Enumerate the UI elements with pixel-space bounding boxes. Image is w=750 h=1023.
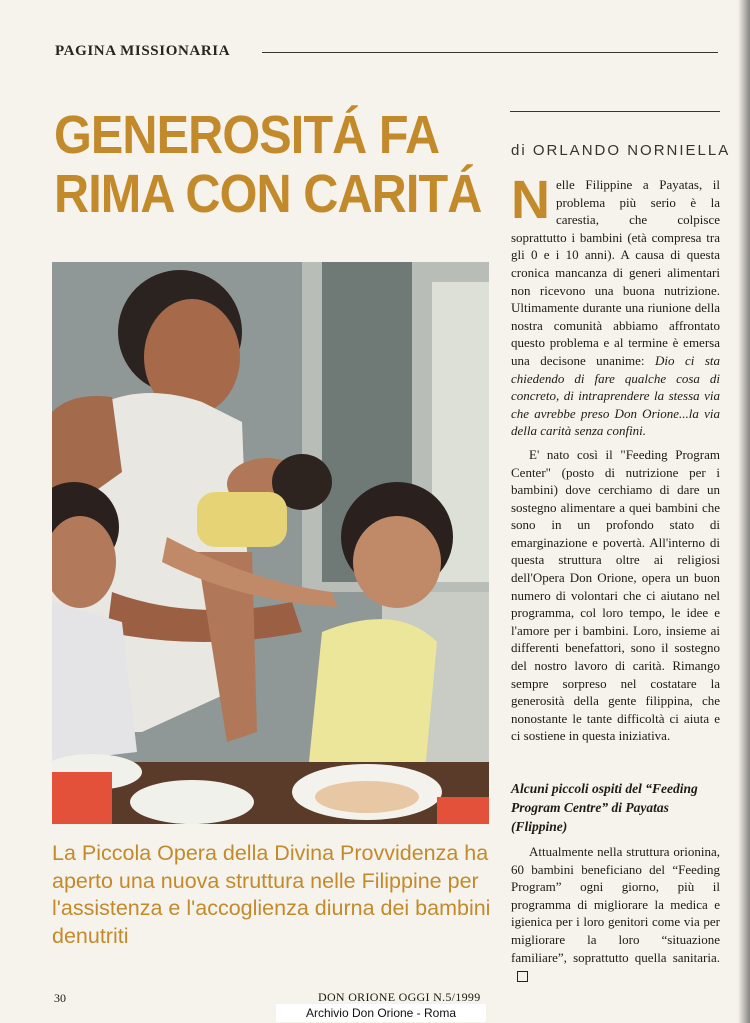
end-mark-icon bbox=[517, 971, 528, 982]
article-subhead: La Piccola Opera della Divina Provvidenza ha aperto una nuova struttura nelle Filippine per l'assistenza e l'accoglienza diurna dei bambini denutriti bbox=[52, 841, 491, 948]
photo-illustration bbox=[52, 262, 489, 824]
article-photo bbox=[52, 262, 489, 824]
article-headline bbox=[54, 105, 482, 224]
paragraph-1-text: elle Filippine a Payatas, il problema più serio è la carestia, che colpisce soprattutto i bambini (età compresa tra gli 0 e i 10 anni). A causa di questa cronica mancanza di generi alimentari non ricevono una buona nutrizione. Ultimamente durante una riunione della nostra comunità abbiamo affrontato questo problema e al termine è emersa una decisone unanime: bbox=[511, 177, 720, 368]
archive-stamp: Archivio Don Orione - Roma bbox=[276, 1004, 486, 1022]
journal-name: DON ORIONE OGGI N.5/1999 bbox=[318, 990, 481, 1004]
section-rule bbox=[262, 52, 718, 53]
section-label: PAGINA MISSIONARIA bbox=[55, 43, 231, 59]
byline: di ORLANDO NORNIELLA bbox=[511, 142, 731, 159]
headline-line-2: RIMA CON CARITÁ bbox=[54, 164, 482, 224]
headline-line-1: GENEROSITÁ FA bbox=[54, 105, 440, 165]
article-body-column bbox=[511, 170, 720, 751]
page-edge-shadow bbox=[738, 0, 750, 1023]
paragraph-1 bbox=[511, 170, 720, 440]
drop-cap: N bbox=[511, 170, 550, 230]
paragraph-1-quote: Dio ci sta chiedendo di fare qualche cosa di concreto, di intraprendere la stessa via che avrebbe preso Don Orione...la via della carità senza confini. bbox=[511, 352, 720, 439]
column-rule bbox=[510, 111, 720, 112]
paragraph-2: E' nato così il "Feeding Program Center" (posto di nutrizione per i bambini) dove cerchiamo di dare un sostegno alimentare a quei bambini che sono in un profondo stato di emarginazione e povertà. All'interno di questa struttura oltre ai religiosi dell'Opera Don Orione, opera un buon numero di volontari che ci aiutano nel programma, col loro tempo, le idee e l'amore per i bambini. Loro, insieme ai differenti benefattori, sono il sostegno del nostro lavoro di carità. Rimango sempre sorpreso nel costatare la generosità della gente filippina, che nonostante le tante difficoltà ci aiuta e ci sostiene in questa iniziativa. bbox=[511, 446, 720, 744]
photo-caption: Alcuni piccoli ospiti del “Feeding Program Centre” di Payatas (Flippine) bbox=[511, 781, 698, 834]
paragraph-3-text: Attualmente nella struttura orionina, 60 bambini beneficiano del “Feeding Program” ogni giorno, più il programma di migliorare la medica e igienica per i loro genitori come via per migliorare la loro “situazione familiare”, soprattutto quella sanitaria. bbox=[511, 844, 720, 965]
page-number: 30 bbox=[54, 991, 66, 1005]
paragraph-3 bbox=[511, 843, 720, 984]
